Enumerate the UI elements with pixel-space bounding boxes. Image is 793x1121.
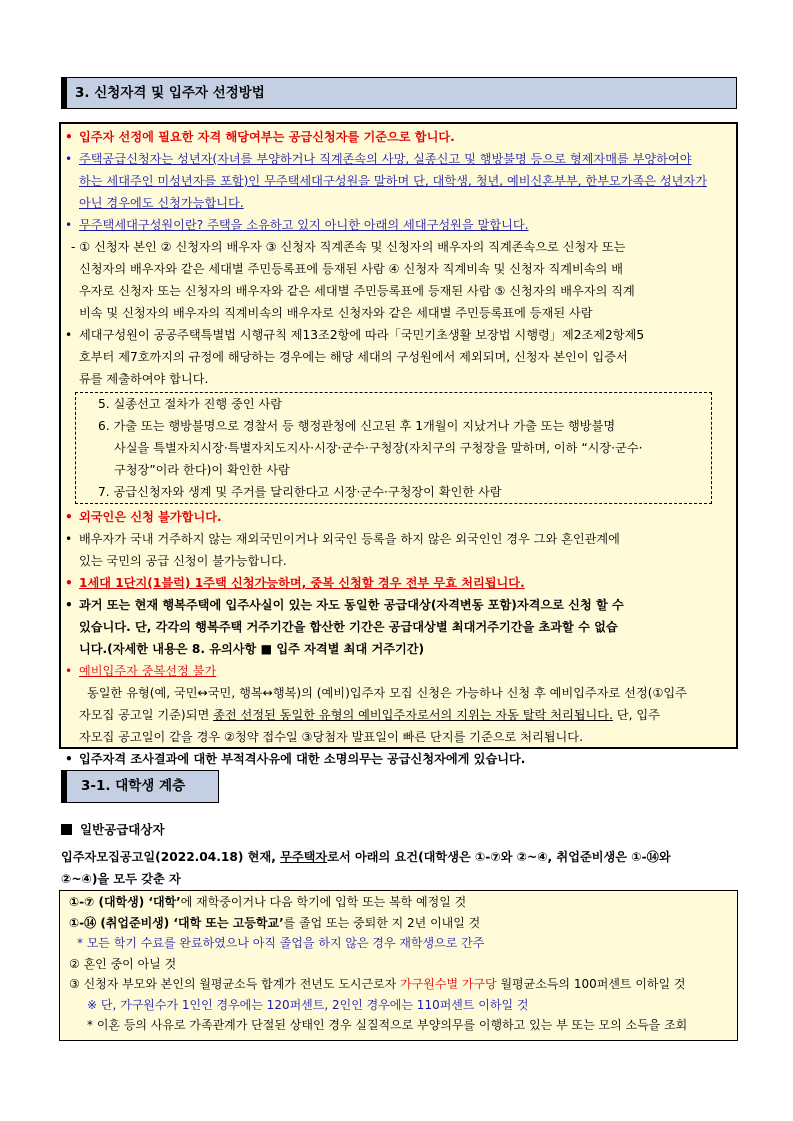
section-title: 3. 신청자격 및 입주자 선정방법 <box>75 85 265 101</box>
rule-line: 우자로 신청자 또는 신청자의 배우자와 같은 세대별 주민등록표에 등재된 사람 ⑤ 신청자의 배우자의 직계 <box>79 284 635 298</box>
rule-line: 자모집 공고일 기준)되면 종전 선정된 동일한 유형의 예비입주자로서의 지위는 자동 탈락 처리됩니다. 단, 입주 <box>79 708 660 722</box>
rule-line: 동일한 유형(예, 국민↔국민, 행복↔행복)의 (예비)입주자 모집 신청은 가능하나 신청 후 예비입주자로 선정(①입주 <box>87 686 687 700</box>
rule-line: • 외국인은 신청 불가합니다. <box>65 510 222 524</box>
subsection-title: 3-1. 대학생 계층 <box>81 778 186 794</box>
requirement-note: * 이혼 등의 사유로 가족관계가 단절된 상태인 경우 실질적으로 부양의무를 이행하고 있는 부 또는 모의 소득을 조회 <box>87 1018 688 1032</box>
exclusion-item: 6. 가출 또는 행방불명으로 경찰서 등 행정관청에 신고된 후 1개월이 지났거나 가출 또는 행방불명 <box>98 419 616 433</box>
rule-line: - ① 신청자 본인 ② 신청자의 배우자 ③ 신청자 직계존속 및 신청자의 배우자의 직계존속으로 신청자 또는 <box>71 240 626 254</box>
rule-line: 하는 세대주인 미성년자를 포함)인 무주택세대구성원을 말하며 단, 대학생, 청년, 예비신혼부부, 한부모가족은 성년자가 <box>79 174 707 188</box>
rule-line: • 과거 또는 현재 행복주택에 입주사실이 있는 자도 동일한 공급대상(자격변동 포함)자격으로 신청 할 수 <box>65 598 624 612</box>
rule-line: • 세대구성원이 공공주택특별법 시행규칙 제13조2항에 따라「국민기초생활 보장법 시행령」제2조제2항제5 <box>65 328 645 342</box>
requirement-line: ①-⑭ (취업준비생) ‘대학 또는 고등학교’를 졸업 또는 중퇴한 지 2년 이내일 것 <box>69 915 481 930</box>
exclusion-item: 구청장”이라 한다)이 확인한 사람 <box>114 463 290 477</box>
rule-line: • 예비입주자 중복선정 불가 <box>65 664 217 678</box>
requirement-line: ② 혼인 중이 아닐 것 <box>69 956 177 971</box>
rule-line: • 배우자가 국내 거주하지 않는 재외국민이거나 외국인 등록을 하지 않은 외국인인 경우 그와 혼인관계에 <box>65 532 620 546</box>
rule-line: 니다.(자세한 내용은 8. 유의사항 ■ 입주 자격별 최대 거주기간) <box>79 642 425 656</box>
requirement-note: ※ 단, 가구원수가 1인인 경우에는 120퍼센트, 2인인 경우에는 110퍼센트 이하일 것 <box>87 997 529 1012</box>
requirement-line: ①-⑦ (대학생) ‘대학’에 재학중이거나 다음 학기에 입학 또는 복학 예정일 것 <box>69 895 467 909</box>
square-bullet-icon <box>61 824 72 835</box>
rule-line: • 입주자 선정에 필요한 자격 해당여부는 공급신청자를 기준으로 합니다. <box>65 130 455 144</box>
rule-line: • 1세대 1단지(1블럭) 1주택 신청가능하며, 중복 신청할 경우 전부 무효 처리됩니다. <box>65 576 525 590</box>
subsection-header <box>61 770 219 803</box>
rule-line: • 무주택세대구성원이란? 주택을 소유하고 있지 아니한 아래의 세대구성원을 말합니다. <box>65 218 529 232</box>
section-header <box>61 77 737 109</box>
exclusion-list-box <box>75 392 712 504</box>
general-supply-title: 일반공급대상자 <box>61 820 165 838</box>
exclusion-item: 7. 공급신청자와 생계 및 주거를 달리한다고 시장·군수·구청장이 확인한 사람 <box>98 485 502 499</box>
rule-line: 류를 제출하여야 합니다. <box>79 372 209 386</box>
requirement-note: * 모든 학기 수료를 완료하였으나 아직 졸업을 하지 않은 경우 재학생으로 간주 <box>77 936 485 950</box>
rule-line: 호부터 제7호까지의 규정에 해당하는 경우에는 해당 세대의 구성원에서 제외되며, 신청자 본인이 입증서 <box>79 350 628 364</box>
rule-line: 신청자의 배우자와 같은 세대별 주민등록표에 등재된 사람 ④ 신청자 직계비속 및 신청자 직계비속의 배 <box>79 262 623 276</box>
eligibility-box <box>59 122 738 766</box>
exclusion-item: 사실을 특별자치시장·특별자치도지사·시장·군수·구청장(자치구의 구청장을 말하며, 이하 “시장·군수· <box>114 441 643 455</box>
requirement-line: ③ 신청자 부모와 본인의 월평균소득 합계가 전년도 도시근로자 가구원수별 가구당 월평균소득의 100퍼센트 이하일 것 <box>69 977 686 991</box>
rule-line: • 주택공급신청자는 성년자(자녀를 부양하거나 직계존속의 사망, 실종신고 및 행방불명 등으로 형제자매를 부양하여야 <box>65 152 692 166</box>
rule-line: 있습니다. 단, 각각의 행복주택 거주기간을 합산한 기간은 공급대상별 최대거주기간을 초과할 수 없습 <box>79 620 618 634</box>
rule-line: 아닌 경우에도 신청가능합니다. <box>79 196 244 210</box>
rule-line: 비속 및 신청자의 배우자의 직계비속의 배우자로 신청자와 같은 세대별 주민등록표에 등재된 사람 <box>79 306 593 320</box>
rule-line: 자모집 공고일이 같을 경우 ②청약 접수일 ③당첨자 발표일이 빠른 단지를 기준으로 처리됩니다. <box>79 730 583 744</box>
rule-line: 있는 국민의 공급 신청이 불가능합니다. <box>79 554 287 568</box>
general-supply-text: 입주자모집공고일(2022.04.18) 현재, 무주택자로서 아래의 요건(대학생은 ①-⑦와 ②~④, 취업준비생은 ①-⑭와 ②~④)을 모두 갖춘 자 <box>61 850 671 886</box>
rule-line: • 입주자격 조사결과에 대한 부적격사유에 대한 소명의무는 공급신청자에게 있습니다. <box>65 752 526 766</box>
requirements-box <box>59 890 738 1041</box>
exclusion-item: 5. 실종선고 절차가 진행 중인 사람 <box>98 397 283 411</box>
